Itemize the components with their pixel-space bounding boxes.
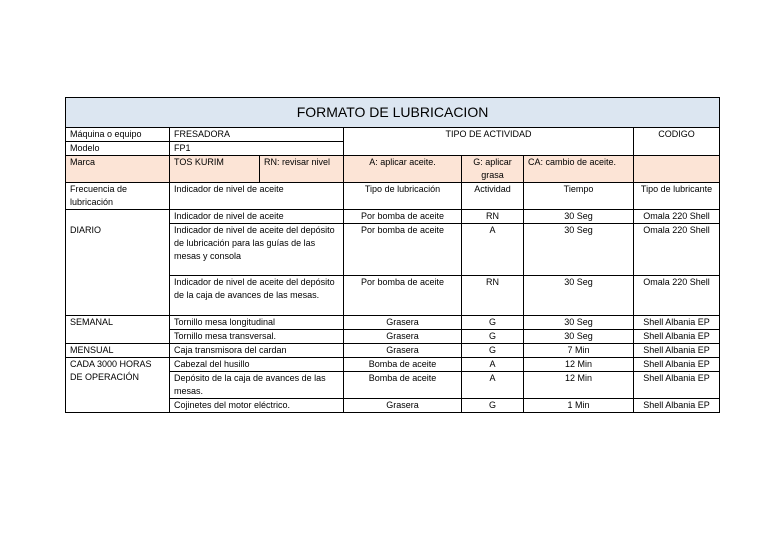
act-cell: A xyxy=(462,358,524,372)
tiempo-cell: 12 Min xyxy=(524,372,634,399)
act-cell: G xyxy=(462,316,524,330)
item-cell: Depósito de la caja de avances de las mesas. xyxy=(170,372,344,399)
col-indicador: Indicador de nivel de aceite xyxy=(170,183,344,210)
lub-cell: Shell Albania EP xyxy=(634,358,720,372)
tipo-actividad-heading: TIPO DE ACTIVIDAD xyxy=(344,128,634,156)
lub-cell: Shell Albania EP xyxy=(634,316,720,330)
legend-a: A: aplicar aceite. xyxy=(344,156,462,183)
lub-cell: Shell Albania EP xyxy=(634,399,720,413)
item-cell: Tornillo mesa transversal. xyxy=(170,330,344,344)
freq-cell: CADA 3000 HORAS DE OPERACIÓN xyxy=(66,358,170,413)
tipo-cell: Grasera xyxy=(344,316,462,330)
tiempo-cell: 30 Seg xyxy=(524,316,634,330)
item-cell: Indicador de nivel de aceite del depósito de lubricación para las guías de las mesas y consola xyxy=(170,224,344,276)
tiempo-cell: 30 Seg xyxy=(524,330,634,344)
act-cell: RN xyxy=(462,276,524,316)
codigo-value xyxy=(634,156,720,183)
lub-cell: Omala 220 Shell xyxy=(634,224,720,276)
tiempo-cell: 30 Seg xyxy=(524,224,634,276)
tipo-cell: Bomba de aceite xyxy=(344,358,462,372)
tiempo-cell: 1 Min xyxy=(524,399,634,413)
tiempo-cell: 30 Seg xyxy=(524,210,634,224)
lub-cell: Shell Albania EP xyxy=(634,330,720,344)
item-cell: Indicador de nivel de aceite xyxy=(170,210,344,224)
col-tipo-lubricante: Tipo de lubricante xyxy=(634,183,720,210)
tiempo-cell: 7 Min xyxy=(524,344,634,358)
act-cell: G xyxy=(462,330,524,344)
act-cell: A xyxy=(462,224,524,276)
legend-g: G: aplicar grasa xyxy=(462,156,524,183)
form-title: FORMATO DE LUBRICACION xyxy=(66,98,720,128)
lub-cell: Omala 220 Shell xyxy=(634,210,720,224)
modelo-value: FP1 xyxy=(170,142,344,156)
marca-label: Marca xyxy=(66,156,170,183)
lubrication-table xyxy=(65,97,720,413)
codigo-heading: CODIGO xyxy=(634,128,720,156)
maquina-value: FRESADORA xyxy=(170,128,344,142)
lub-cell: Shell Albania EP xyxy=(634,344,720,358)
tiempo-cell: 12 Min xyxy=(524,358,634,372)
act-cell: A xyxy=(462,372,524,399)
maquina-label: Máquina o equipo xyxy=(66,128,170,142)
marca-value: TOS KURIM xyxy=(170,156,260,183)
freq-cell: SEMANAL xyxy=(66,316,170,344)
col-actividad: Actividad xyxy=(462,183,524,210)
act-cell: RN xyxy=(462,210,524,224)
legend-ca: CA: cambio de aceite. xyxy=(524,156,634,183)
freq-cell: MENSUAL xyxy=(66,344,170,358)
tipo-cell: Bomba de aceite xyxy=(344,372,462,399)
tipo-cell: Grasera xyxy=(344,344,462,358)
col-frecuencia: Frecuencia de lubricación xyxy=(66,183,170,210)
item-cell: Tornillo mesa longitudinal xyxy=(170,316,344,330)
modelo-label: Modelo xyxy=(66,142,170,156)
tipo-cell: Grasera xyxy=(344,330,462,344)
legend-rn: RN: revisar nivel xyxy=(260,156,344,183)
act-cell: G xyxy=(462,399,524,413)
tipo-cell: Por bomba de aceite xyxy=(344,224,462,276)
tipo-cell: Por bomba de aceite xyxy=(344,210,462,224)
lub-cell: Omala 220 Shell xyxy=(634,276,720,316)
col-tiempo: Tiempo xyxy=(524,183,634,210)
item-cell: Cojinetes del motor eléctrico. xyxy=(170,399,344,413)
item-cell: Cabezal del husillo xyxy=(170,358,344,372)
lub-cell: Shell Albania EP xyxy=(634,372,720,399)
col-tipo-lubricacion: Tipo de lubricación xyxy=(344,183,462,210)
freq-cell: DIARIO xyxy=(66,210,170,316)
item-cell: Caja transmisora del cardan xyxy=(170,344,344,358)
tipo-cell: Por bomba de aceite xyxy=(344,276,462,316)
item-cell: Indicador de nivel de aceite del depósito de la caja de avances de las mesas. xyxy=(170,276,344,316)
tiempo-cell: 30 Seg xyxy=(524,276,634,316)
act-cell: G xyxy=(462,344,524,358)
tipo-cell: Grasera xyxy=(344,399,462,413)
